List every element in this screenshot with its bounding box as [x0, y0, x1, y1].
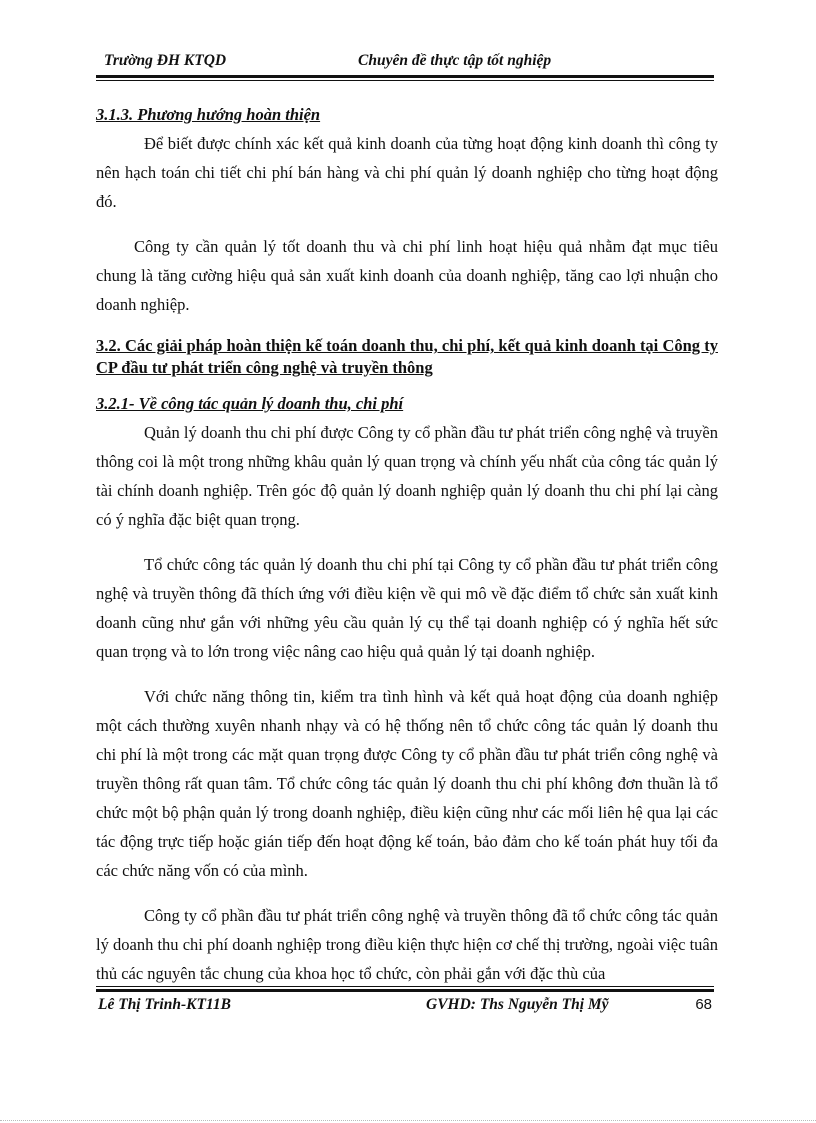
paragraph: Để biết được chính xác kết quả kinh doanh của từng hoạt động kinh doanh thì công ty nên hạch toán chi tiết chi phí bán hàng và chi phí quản lý doanh nghiệp cho từng hoạt động đó. — [96, 134, 718, 211]
heading-3-1-3: 3.1.3. Phương hướng hoàn thiện — [96, 105, 321, 124]
paragraph: Công ty cần quản lý tốt doanh thu và chi phí linh hoạt hiệu quả nhằm đạt mục tiêu chung là tăng cường hiệu quả sản xuất kinh doanh của doanh nghiệp, tăng cao lợi nhuận cho doanh nghiệp. — [96, 237, 718, 314]
header-school: Trường ĐH KTQD — [104, 52, 227, 69]
paragraph: Với chức năng thông tin, kiểm tra tình hình và kết quả hoạt động của doanh nghiệp một cách thường xuyên nhanh nhạy và có hệ thống nên tổ chức công tác quản lý doanh thu chi phí là một trong các mặt quan trọng được Công ty cổ phần đầu tư phát triển công nghệ và truyền thông rất quan tâm. Tổ chức công tác quản lý doanh thu chi phí không đơn thuần là tổ chức một bộ phận quản lý trong doanh nghiệp, điều kiện cũng như các mối liên hệ qua lại các tác động trực tiếp hoặc gián tiếp đến hoạt động kế toán, bảo đảm cho kế toán phát huy tối đa các chức năng vốn có của mình. — [96, 687, 718, 880]
footer-advisor: GVHD: Ths Nguyễn Thị Mỹ — [426, 996, 609, 1013]
page-footer — [96, 996, 716, 1018]
page-header — [96, 52, 712, 74]
heading-3-2: 3.2. Các giải pháp hoàn thiện kế toán doanh thu, chi phí, kết quả kinh doanh tại Công ty CP đầu tư phát triển công nghệ và truyền thông — [96, 336, 718, 377]
footer-rule-thin — [96, 986, 714, 987]
page-body — [96, 100, 718, 988]
header-document-title: Chuyên đề thực tập tốt nghiệp — [358, 52, 552, 69]
paragraph: Công ty cổ phần đầu tư phát triển công nghệ và truyền thông đã tổ chức công tác quản lý doanh thu chi phí doanh nghiệp trong điều kiện thực hiện cơ chế thị trường, ngoài việc tuân thủ các nguyên tắc chung của khoa học tổ chức, còn phải gắn với đặc thù của — [96, 906, 718, 983]
paragraph: Quản lý doanh thu chi phí được Công ty cổ phần đầu tư phát triển công nghệ và truyền thông coi là một trong những khâu quản lý quan trọng và chính yếu nhất của công tác quản lý tài chính doanh nghiệp. Trên góc độ quản lý doanh nghiệp quản lý doanh thu chi phí lại càng có ý nghĩa đặc biệt quan trọng. — [96, 423, 718, 529]
footer-author: Lê Thị Trinh-KT11B — [98, 996, 231, 1013]
page-bottom-dotted-line — [0, 1120, 816, 1121]
footer-rule-thick — [96, 989, 714, 992]
page-number: 68 — [695, 996, 712, 1013]
header-rule-thick — [96, 75, 714, 78]
paragraph: Tổ chức công tác quản lý doanh thu chi phí tại Công ty cổ phần đầu tư phát triển công nghệ và truyền thông đã thích ứng với điều kiện về qui mô về đặc điểm tổ chức sản xuất kinh doanh cũng như gắn với những yêu cầu quản lý cụ thể tại doanh nghiệp có ý nghĩa hết sức quan trọng và to lớn trong việc nâng cao hiệu quả quản lý tại doanh nghiệp. — [96, 555, 718, 661]
heading-3-2-1: 3.2.1- Về công tác quản lý doanh thu, chi phí — [96, 394, 404, 413]
header-rule-thin — [96, 80, 714, 81]
